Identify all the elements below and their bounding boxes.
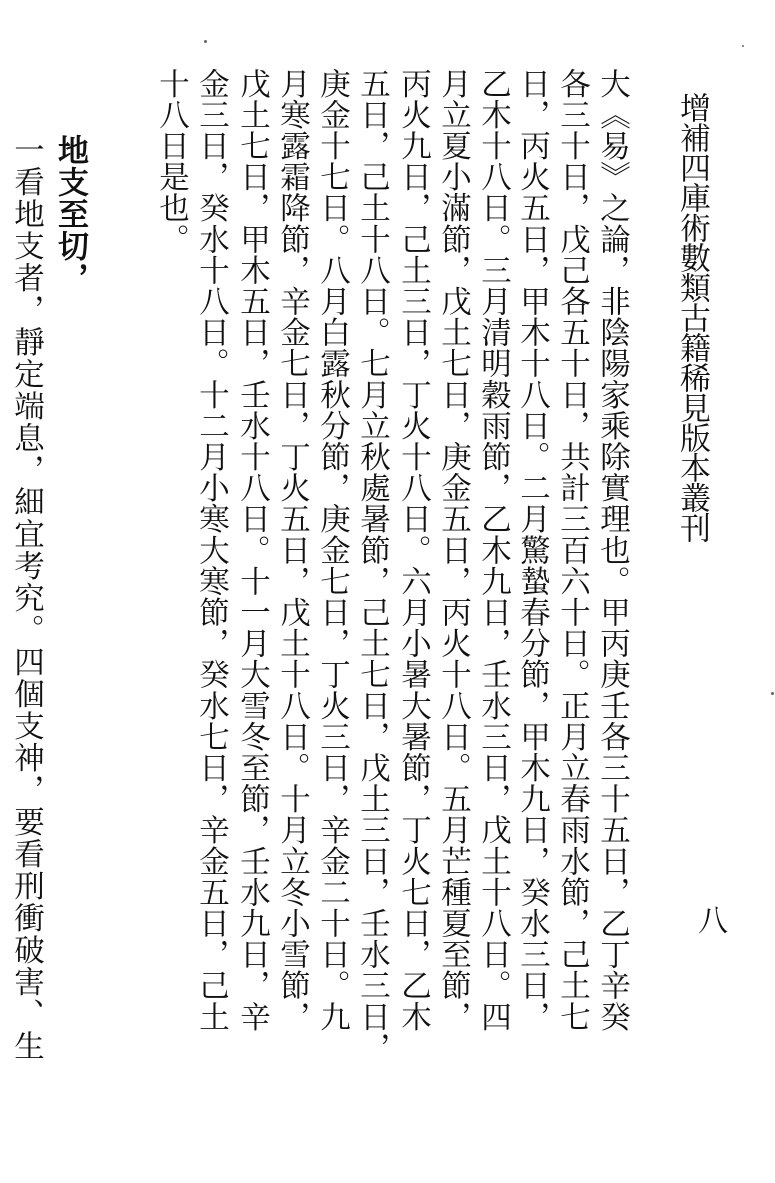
series-title: 增補四庫術數類古籍稀見版本叢刊	[674, 92, 710, 542]
section-heading: 地支至切，	[52, 134, 88, 294]
text-column: 月立夏小滿節，戊土七日，庚金五日，丙火十八日。五月芒種夏至節，	[435, 68, 471, 1033]
text-column: 庚金十七日。八月白露秋分節，庚金七日，丁火三日，辛金二十日。九	[314, 68, 350, 1033]
text-column: 月寒露霜降節，辛金七日，丁火五日，戊土十八日。十月立冬小雪節，	[274, 68, 310, 1033]
text-column: 十八日是也。	[153, 68, 189, 255]
text-column: 大《易》之論，非陰陽家乘除實理也。甲丙庚壬各三十五日，乙丁辛癸	[594, 68, 630, 1033]
scan-speck	[204, 40, 207, 43]
text-column: 五日，己土十八日。七月立秋處暑節，己土七日，戊土三日，壬水三日，	[354, 68, 390, 1064]
page-number: 八	[698, 904, 728, 939]
text-column: 各三十日，戊己各五十日，共計三百六十日。正月立春雨水節，己土七	[554, 68, 590, 1033]
text-column: 日，丙火五日，甲木十八日。二月驚蟄春分節，甲木九日，癸水三日，	[514, 68, 550, 1033]
text-column: 戊土七日，甲木五日，壬水十八日。十一月大雪冬至節，壬水九日，辛	[234, 68, 270, 1033]
text-column: 金三日，癸水十八日。十二月小寒大寒節，癸水七日，辛金五日，己土	[193, 68, 229, 1033]
text-column: 乙木十八日。三月清明穀雨節，乙木九日，壬水三日，戊土十八日。四	[475, 68, 511, 1033]
scan-speck	[771, 692, 774, 695]
text-column: 丙火九日，己土三日，丁火十八日。六月小暑大暑節，丁火七日，乙木	[395, 68, 431, 1033]
scan-speck	[742, 45, 744, 47]
section-text-column: 一看地支者，靜定端息，細宜考究。四個支神，要看刑衝破害、生	[8, 134, 44, 1062]
